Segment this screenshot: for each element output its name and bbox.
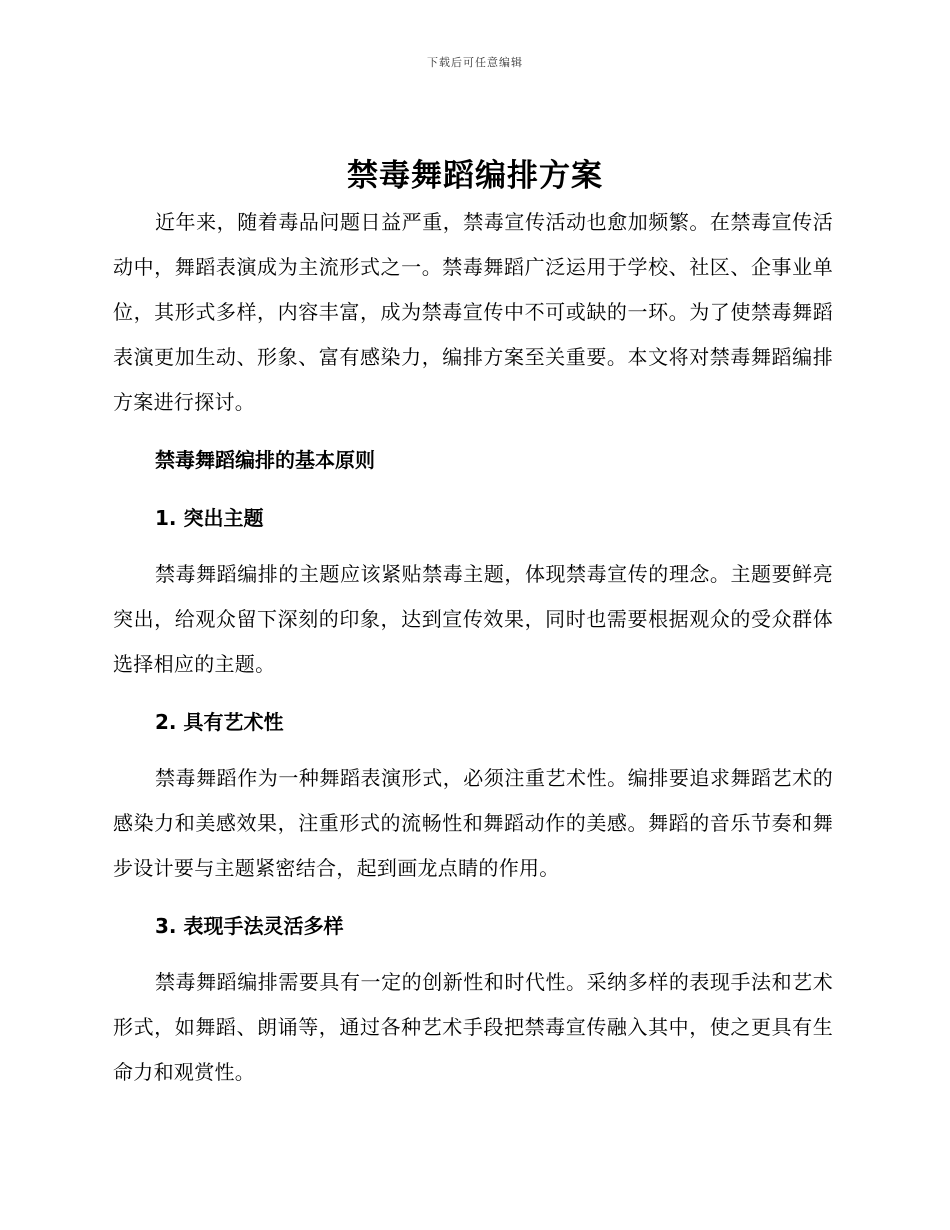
intro-paragraph: 近年来，随着毒品问题日益严重，禁毒宣传活动也愈加频繁。在禁毒宣传活动中，舞蹈表演成为主流形式之一。禁毒舞蹈广泛运用于学校、社区、企事业单位，其形式多样，内容丰富，成为禁毒宣传中不可或缺的一环。为了使禁毒舞蹈表演更加生动、形象、富有感染力，编排方案至关重要。本文将对禁毒舞蹈编排方案进行探讨。 — [113, 210, 833, 414]
principle-2-heading: 2. 具有艺术性 — [155, 710, 284, 734]
document-body — [113, 200, 833, 1095]
principle-3-heading: 3. 表现手法灵活多样 — [155, 914, 344, 938]
principle-1-heading: 1. 突出主题 — [155, 506, 264, 530]
principle-2-body: 禁毒舞蹈作为一种舞蹈表演形式，必须注重艺术性。编排要追求舞蹈艺术的感染力和美感效果，注重形式的流畅性和舞蹈动作的美感。舞蹈的音乐节奏和舞步设计要与主题紧密结合，起到画龙点睛的作用。 — [113, 766, 833, 880]
header-note: 下载后可任意编辑 — [427, 56, 523, 69]
principle-1-body: 禁毒舞蹈编排的主题应该紧贴禁毒主题，体现禁毒宣传的理念。主题要鲜亮突出，给观众留下深刻的印象，达到宣传效果，同时也需要根据观众的受众群体选择相应的主题。 — [113, 562, 833, 676]
principle-3-body: 禁毒舞蹈编排需要具有一定的创新性和时代性。采纳多样的表现手法和艺术形式，如舞蹈、朗诵等，通过各种艺术手段把禁毒宣传融入其中，使之更具有生命力和观赏性。 — [113, 970, 833, 1084]
document-title: 禁毒舞蹈编排方案 — [347, 158, 603, 194]
section-heading: 禁毒舞蹈编排的基本原则 — [155, 448, 375, 472]
